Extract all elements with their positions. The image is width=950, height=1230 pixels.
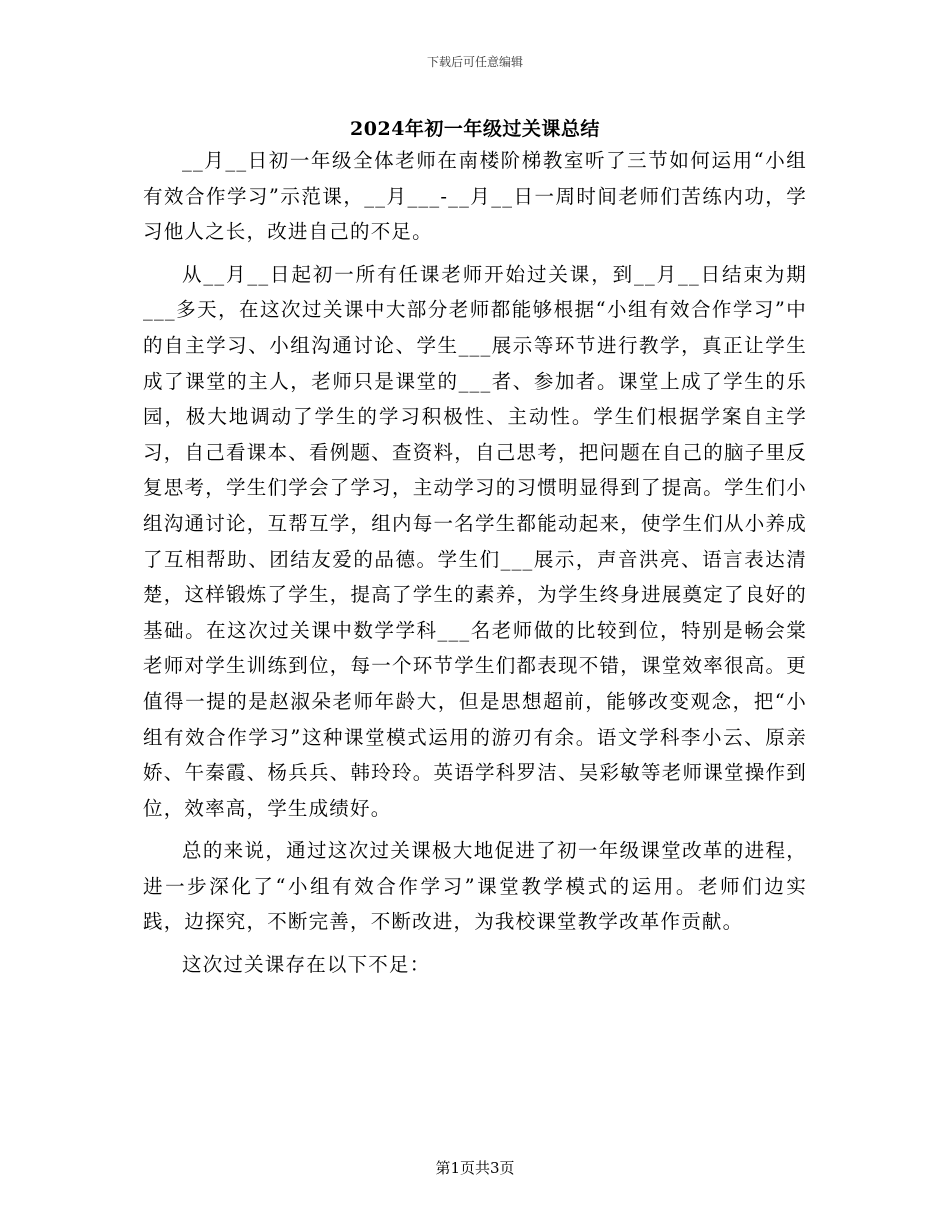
paragraph-shortcomings: 这次过关课存在以下不足： xyxy=(182,953,431,977)
document-body xyxy=(143,143,807,983)
page-number: 第1页共3页 xyxy=(435,1159,515,1177)
paragraph-details: 从__月__日起初一所有任课老师开始过关课，到__月__日结束为期___多天，在这次过关课中大部分老师都能够根据“小组有效合作学习”中的自主学习、小组沟通讨论、学生___展示等环节进行教学，真正让学生成了课堂的主人，老师只是课堂的___者、参加者。课堂上成了学生的乐园，极大地调动了学生的学习积极性、主动性。学生们根据学案自主学习，自己看课本、看例题、查资料，自己思考，把问题在自己的脑子里反复思考，学生们学会了学习，主动学习的习惯明显得到了提高。学生们小组沟通讨论，互帮互学，组内每一名学生都能动起来，使学生们从小养成了互相帮助、团结友爱的品德。学生们___展示，声音洪亮、语言表达清楚，这样锻炼了学生，提高了学生的素养，为学生终身进展奠定了良好的基础。在这次过关课中数学学科___名老师做的比较到位，特别是畅会棠老师对学生训练到位，每一个环节学生们都表现不错，课堂效率很高。更值得一提的是赵淑朵老师年龄大，但是思想超前，能够改变观念，把“小组有效合作学习”这种课堂模式运用的游刃有余。语文学科李小云、原亲娇、午秦霞、杨兵兵、韩玲玲。英语学科罗洁、吴彩敏等老师课堂操作到位，效率高，学生成绩好。 xyxy=(143,262,807,820)
document-title: 2024年初一年级过关课总结 xyxy=(350,118,600,140)
header-note: 下载后可任意编辑 xyxy=(426,55,523,69)
paragraph-summary: 总的来说，通过这次过关课极大地促进了初一年级课堂改革的进程，进一步深化了“小组有效合作学习”课堂教学模式的运用。老师们边实践，边探究，不断完善，不断改进，为我校课堂教学改革作贡献。 xyxy=(143,839,807,934)
paragraph-intro: __月__日初一年级全体老师在南楼阶梯教室听了三节如何运用“小组有效合作学习”示范课，__月___-__月__日一周时间老师们苦练内功，学习他人之长，改进自己的不足。 xyxy=(143,149,807,244)
